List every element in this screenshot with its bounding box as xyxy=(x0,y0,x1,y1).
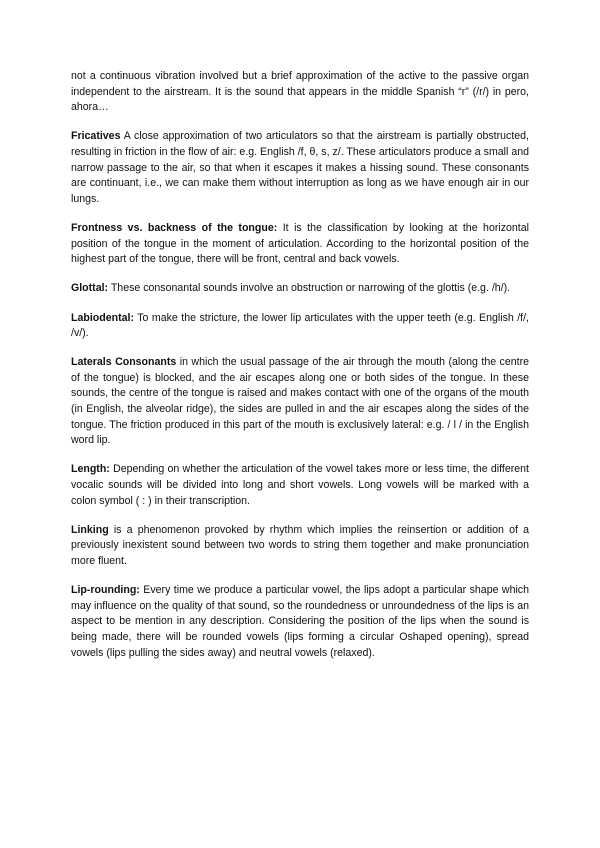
entry-definition: These consonantal sounds involve an obstruction or narrowing of the glottis (e.g. /h/). xyxy=(108,282,511,295)
entry-glottal xyxy=(71,281,529,297)
entry-length xyxy=(71,462,529,509)
entry-term: Length: xyxy=(71,463,110,476)
entry-term: Frontness vs. backness of the tongue: xyxy=(71,221,278,234)
entry-term: Glottal: xyxy=(71,282,109,295)
entry-lip-rounding xyxy=(71,583,529,661)
entry-term: Laterals Consonants xyxy=(71,356,177,369)
entry-term: Linking xyxy=(71,523,109,536)
entry-laterals xyxy=(71,355,529,449)
entry-fricatives xyxy=(71,129,529,207)
paragraph-text: not a continuous vibration involved but a brief approximation of the active to the passive organ independent to the airstream. It is the sound that appears in the middle Spanish “r” (/r/) in pero, ahora… xyxy=(71,70,529,114)
entry-frontness-backness xyxy=(71,221,529,268)
entry-definition: To make the stricture, the lower lip articulates with the upper teeth (e.g. English /f/, /v/). xyxy=(71,311,529,340)
entry-term: Fricatives xyxy=(71,130,121,143)
entry-definition: A close approximation of two articulators so that the airstream is partially obstructed, resulting in friction in the flow of air: e.g. English /f, θ, s, z/. These articulators produce a small and narrow passage to the air, so that when it escapes it makes a hissing sound. These consonants are continuant, i.e., we can make them without interruption as long as we have enough air in our lungs. xyxy=(71,130,529,205)
entry-definition: is a phenomenon provoked by rhythm which implies the reinsertion or addition of a previously inexistent sound between two words to string them together and make pronunciation more fluent. xyxy=(71,523,529,567)
glossary-body xyxy=(71,69,529,661)
entry-definition: It is the classification by looking at the horizontal position of the tongue in the moment of articulation. According to the horizontal position of the highest part of the tongue, there will be front, central and back vowels. xyxy=(71,221,529,266)
entry-labiodental xyxy=(71,311,529,342)
entry-definition: Depending on whether the articulation of the vowel takes more or less time, the different vocalic sounds will be divided into long and short vowels. Long vowels will be marked with a colon symbol ( : ) in their transcription. xyxy=(71,463,529,507)
entry-term: Lip-rounding: xyxy=(71,584,140,597)
entry-definition: Every time we produce a particular vowel, the lips adopt a particular shape which may influence on the quality of that sound, so the roundedness or unroundedness of the lips is an aspect to be mention in any description. Considering the position of the lips when the sound is being made, there will be rounded vowels (lips forming a circular Oshaped opening), spread vowels (lips pulling the sides away) and neutral vowels (relaxed). xyxy=(71,584,529,659)
paragraph-trill-continuation xyxy=(71,69,529,116)
entry-linking xyxy=(71,523,529,570)
entry-definition: in which the usual passage of the air through the mouth (along the centre of the tongue) is blocked, and the air escapes along one or both sides of the tongue. In these sounds, the centre of the tongue is raised and makes contact with one of the organs of the mouth (in English, the alveolar ridge), the sides are pulled in and the air escapes along the sides of the tongue. The friction produced in this part of the mouth is exclusively lateral: e.g. / l / in the English word lip. xyxy=(71,356,529,447)
entry-term: Labiodental: xyxy=(71,311,134,324)
